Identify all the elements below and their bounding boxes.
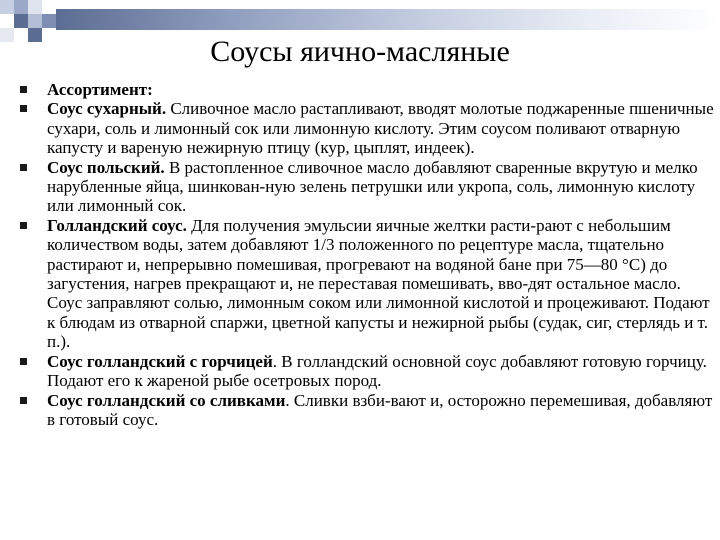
list-item-polish-sauce bbox=[18, 158, 718, 216]
square-bullet-icon bbox=[20, 164, 27, 171]
list-item-hollandaise-cream bbox=[18, 391, 718, 430]
item-term: Соус сухарный. bbox=[47, 99, 167, 119]
header-gradient-band bbox=[56, 9, 720, 30]
item-term: Голландский соус. bbox=[47, 215, 187, 235]
item-term: Ассортимент: bbox=[47, 80, 153, 99]
square-bullet-icon bbox=[20, 358, 27, 365]
square-bullet-icon bbox=[20, 86, 27, 93]
list-item-hollandaise-mustard bbox=[18, 352, 718, 391]
list-item-rusk-sauce bbox=[18, 99, 718, 157]
item-description: Сливочное масло растапливают, вводят молотые поджаренные пшеничные сухари, соль и лимонный сок или лимонную кислоту. Этим соусом поливают отварную капусту и вареную нежирную птицу (кур, цыплят, индеек). bbox=[47, 99, 714, 158]
item-description: . В голландский основной соус добавляют готовую горчицу. Подают его к жареной рыбе осетровых пород. bbox=[47, 351, 707, 391]
sauce-list bbox=[18, 80, 718, 429]
item-term: Соус польский. bbox=[47, 157, 165, 177]
list-item-assortment bbox=[18, 80, 718, 99]
square-bullet-icon bbox=[20, 105, 27, 112]
item-term: Соус голландский со сливками bbox=[47, 390, 286, 410]
item-description: В растопленное сливочное масло добавляют сваренные вкрутую и мелко нарубленные яйца, шинкован-ную зелень петрушки или укропа, соль, лимонную кислоту или лимонный сок. bbox=[47, 157, 698, 216]
square-bullet-icon bbox=[20, 397, 27, 404]
slide-title: Соусы яично-масляные bbox=[210, 35, 510, 68]
item-description: . Сливки взби-вают и, осторожно перемешивая, добавляют в готовый соус. bbox=[47, 390, 713, 429]
square-bullet-icon bbox=[20, 222, 27, 229]
item-term: Соус голландский с горчицей bbox=[47, 351, 273, 371]
item-description: Для получения эмульсии яичные желтки расти-рают с небольшим количеством воды, затем добавляют 1/3 положенного по рецептуре масла, тщательно растирают и, непрерывно помешивая, прогревают на водяной бане при 75—80 °С) до загустения, нагрев прекращают и, не переставая помешивать, вво-дят остальное масло. Соус заправляют солью, лимонным соком или лимонной кислотой и процеживают. Подают к блюдам из отварной спаржи, цветной капусты и нежирной рыбы (судак, сиг, стерлядь и т. п.). bbox=[47, 215, 710, 352]
list-item-hollandaise-sauce bbox=[18, 216, 718, 352]
